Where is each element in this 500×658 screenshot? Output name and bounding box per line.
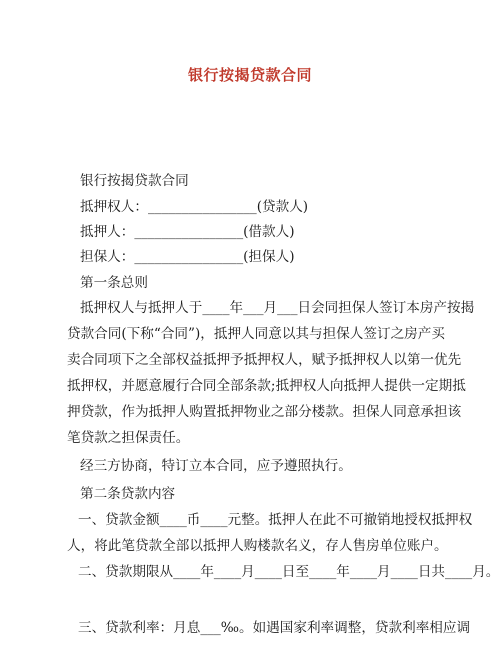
party-mortgagee (80, 197, 308, 217)
party-blank: ________________ (134, 224, 244, 240)
article1-line: 抵押权，并愿意履行合同全部条款;抵押权人向抵押人提供一定期抵 (67, 378, 466, 394)
party-role: (担保人) (243, 249, 295, 265)
party-role: (借款人) (243, 224, 295, 240)
article1-line: 押贷款，作为抵押人购置抵押物业之部分楼款。担保人同意承担该 (67, 404, 462, 420)
article2-item1-line: 一、贷款金额____币____元整。抵押人在此不可撤销地授权抵押权 (78, 512, 473, 528)
party-blank: ________________ (147, 199, 257, 215)
party-label: 担保人： (80, 249, 135, 265)
article1-line: 笔贷款之担保责任。 (67, 430, 190, 446)
party-blank: ________________ (134, 249, 244, 265)
party-mortgagor (80, 222, 295, 242)
party-label: 抵押权人： (80, 199, 148, 215)
article2-item2: 二、贷款期限从____年____月____日至____年____月____日共____月。 (78, 564, 500, 580)
party-role: (贷款人) (256, 199, 309, 215)
article2-heading: 第二条贷款内容 (80, 486, 176, 502)
contract-heading: 银行按揭贷款合同 (80, 173, 189, 189)
party-guarantor (80, 247, 295, 267)
article1-heading: 第一条总则 (80, 275, 148, 291)
article2-item1-line: 人，将此笔贷款全部以抵押人购楼款名义，存人售房单位账户。 (67, 538, 448, 554)
article1-line: 抵押权人与抵押人于____年___月___日会同担保人签订本房产按揭 (80, 300, 475, 316)
party-label: 抵押人： (80, 224, 135, 240)
article2-item3: 三、贷款利率：月息___‰。如遇国家利率调整，贷款利率相应调 (78, 620, 471, 636)
article1-line: 卖合同项下之全部权益抵押予抵押权人，赋予抵押权人以第一优先 (67, 352, 462, 368)
article1-line: 贷款合同(下称“合同”)，抵押人同意以其与担保人签订之房产买 (67, 326, 445, 342)
agreement-statement: 经三方协商，特订立本合同，应予遵照执行。 (80, 458, 352, 474)
document-title: 银行按揭贷款合同 (187, 66, 312, 84)
